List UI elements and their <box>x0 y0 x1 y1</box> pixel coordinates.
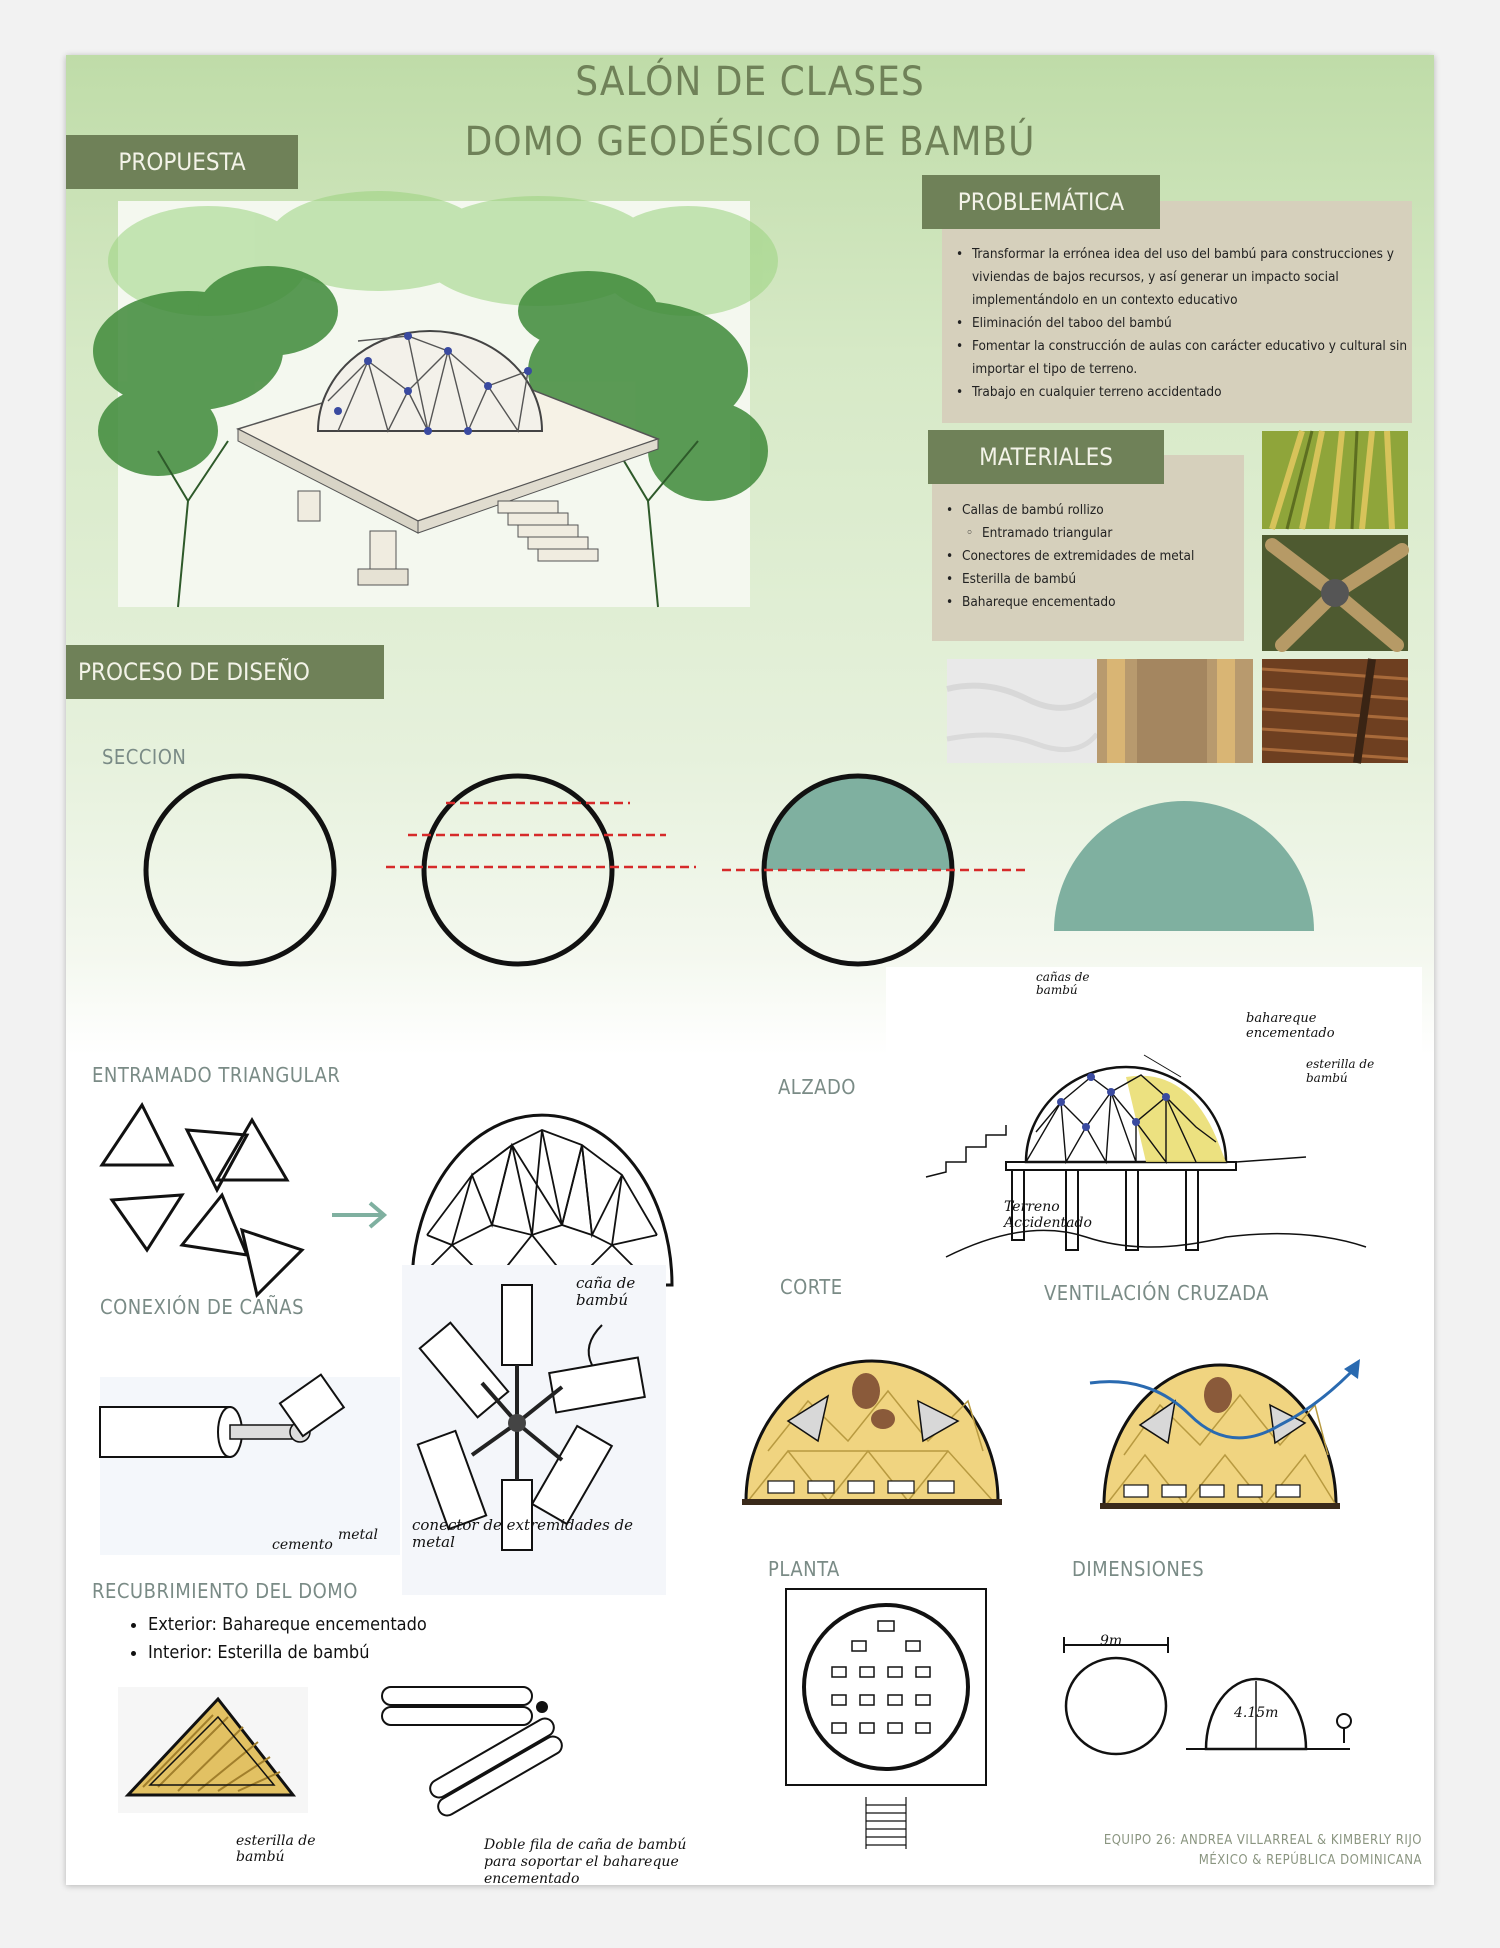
problematica-panel <box>942 201 1412 423</box>
floor-plan-sketch <box>782 1585 992 1865</box>
tag-problematica: PROBLEMÁTICA <box>922 175 1160 229</box>
bamboo-forest-photo <box>1262 431 1408 529</box>
poster-sheet <box>66 55 1434 1885</box>
label-alzado: ALZADO <box>778 1075 856 1099</box>
label-conexion: CONEXIÓN DE CAÑAS <box>100 1295 305 1319</box>
cross-section-sketch <box>738 1341 1002 1511</box>
note-cemento: cemento <box>272 1537 333 1553</box>
title-line-2: DOMO GEODÉSICO DE BAMBÚ <box>464 119 1036 165</box>
credit <box>1104 1831 1422 1871</box>
problematica-item: • Transformar la errónea idea del uso del bambú para construcciones y viviendas de bajos recursos, y así generar un impacto social implementándolo en un contexto educativo <box>972 243 1412 312</box>
note-esterilla: esterilla de bambú <box>1306 1057 1375 1085</box>
label-planta: PLANTA <box>768 1557 840 1581</box>
note-conector: conector de extremidades de metal <box>412 1516 634 1551</box>
tag-materiales: MATERIALES <box>928 430 1164 484</box>
tag-proceso: PROCESO DE DISEÑO <box>66 645 384 699</box>
dimension-height: 4.15m <box>1234 1705 1279 1721</box>
note-canas-bambu: cañas de bambú <box>1036 970 1090 997</box>
note-metal: metal <box>338 1527 379 1543</box>
materiales-item: • Bahareque encementado <box>962 591 1244 614</box>
recubrimiento-item: • Exterior: Bahareque encementado <box>148 1611 427 1639</box>
note-terreno: Terreno Accidentado <box>1004 1199 1092 1231</box>
bahareque-wall-photo <box>1097 659 1253 763</box>
problematica-item: • Trabajo en cualquier terreno accidentado <box>972 381 1412 404</box>
label-entramado: ENTRAMADO TRIANGULAR <box>92 1063 341 1087</box>
label-seccion: SECCION <box>102 745 187 769</box>
credit-country: MÉXICO & REPÚBLICA DOMINICANA <box>1198 1853 1422 1868</box>
cross-ventilation-sketch <box>1090 1335 1380 1515</box>
recubrimiento-list <box>128 1611 427 1667</box>
bamboo-mat-photo <box>1262 659 1408 763</box>
proposal-render <box>118 201 750 607</box>
label-dimensiones: DIMENSIONES <box>1072 1557 1205 1581</box>
label-ventilacion: VENTILACIÓN CRUZADA <box>1044 1281 1269 1305</box>
materiales-subitem: ◦ Entramado triangular <box>962 522 1244 545</box>
tag-propuesta: PROPUESTA <box>66 135 298 189</box>
problematica-item: • Fomentar la construcción de aulas con carácter educativo y cultural sin importar el tipo de terreno. <box>972 335 1412 381</box>
double-cane-sketch <box>382 1679 602 1809</box>
title-line-1: SALÓN DE CLASES <box>575 59 925 105</box>
dimension-width: 9m <box>1100 1633 1123 1649</box>
dimensions-sketch <box>1060 1631 1390 1761</box>
note-bahareque: bahareque encementado <box>1246 1011 1335 1041</box>
materiales-item: • Callas de bambú rollizo <box>962 499 1244 522</box>
recubrimiento-item: • Interior: Esterilla de bambú <box>148 1639 427 1667</box>
label-recubrimiento: RECUBRIMIENTO DEL DOMO <box>92 1579 358 1603</box>
materiales-item: • Esterilla de bambú <box>962 568 1244 591</box>
note-doble-fila: Doble fila de caña de bambú para soportar el bahareque encementado <box>484 1837 687 1885</box>
note-esterilla-2: esterilla de bambú <box>236 1833 316 1865</box>
section-diagram <box>146 755 1346 995</box>
credit-team: EQUIPO 26: ANDREA VILLARREAL & KIMBERLY RIJO <box>1103 1833 1422 1848</box>
bamboo-mat-triangle-sketch <box>118 1687 308 1813</box>
label-corte: CORTE <box>780 1275 843 1299</box>
plaster-photo <box>947 659 1097 763</box>
problematica-item: • Eliminación del taboo del bambú <box>972 312 1412 335</box>
materiales-item: • Conectores de extremidades de metal <box>962 545 1244 568</box>
bamboo-joint-photo <box>1262 535 1408 651</box>
note-cana-bambu: caña de bambú <box>576 1274 636 1309</box>
